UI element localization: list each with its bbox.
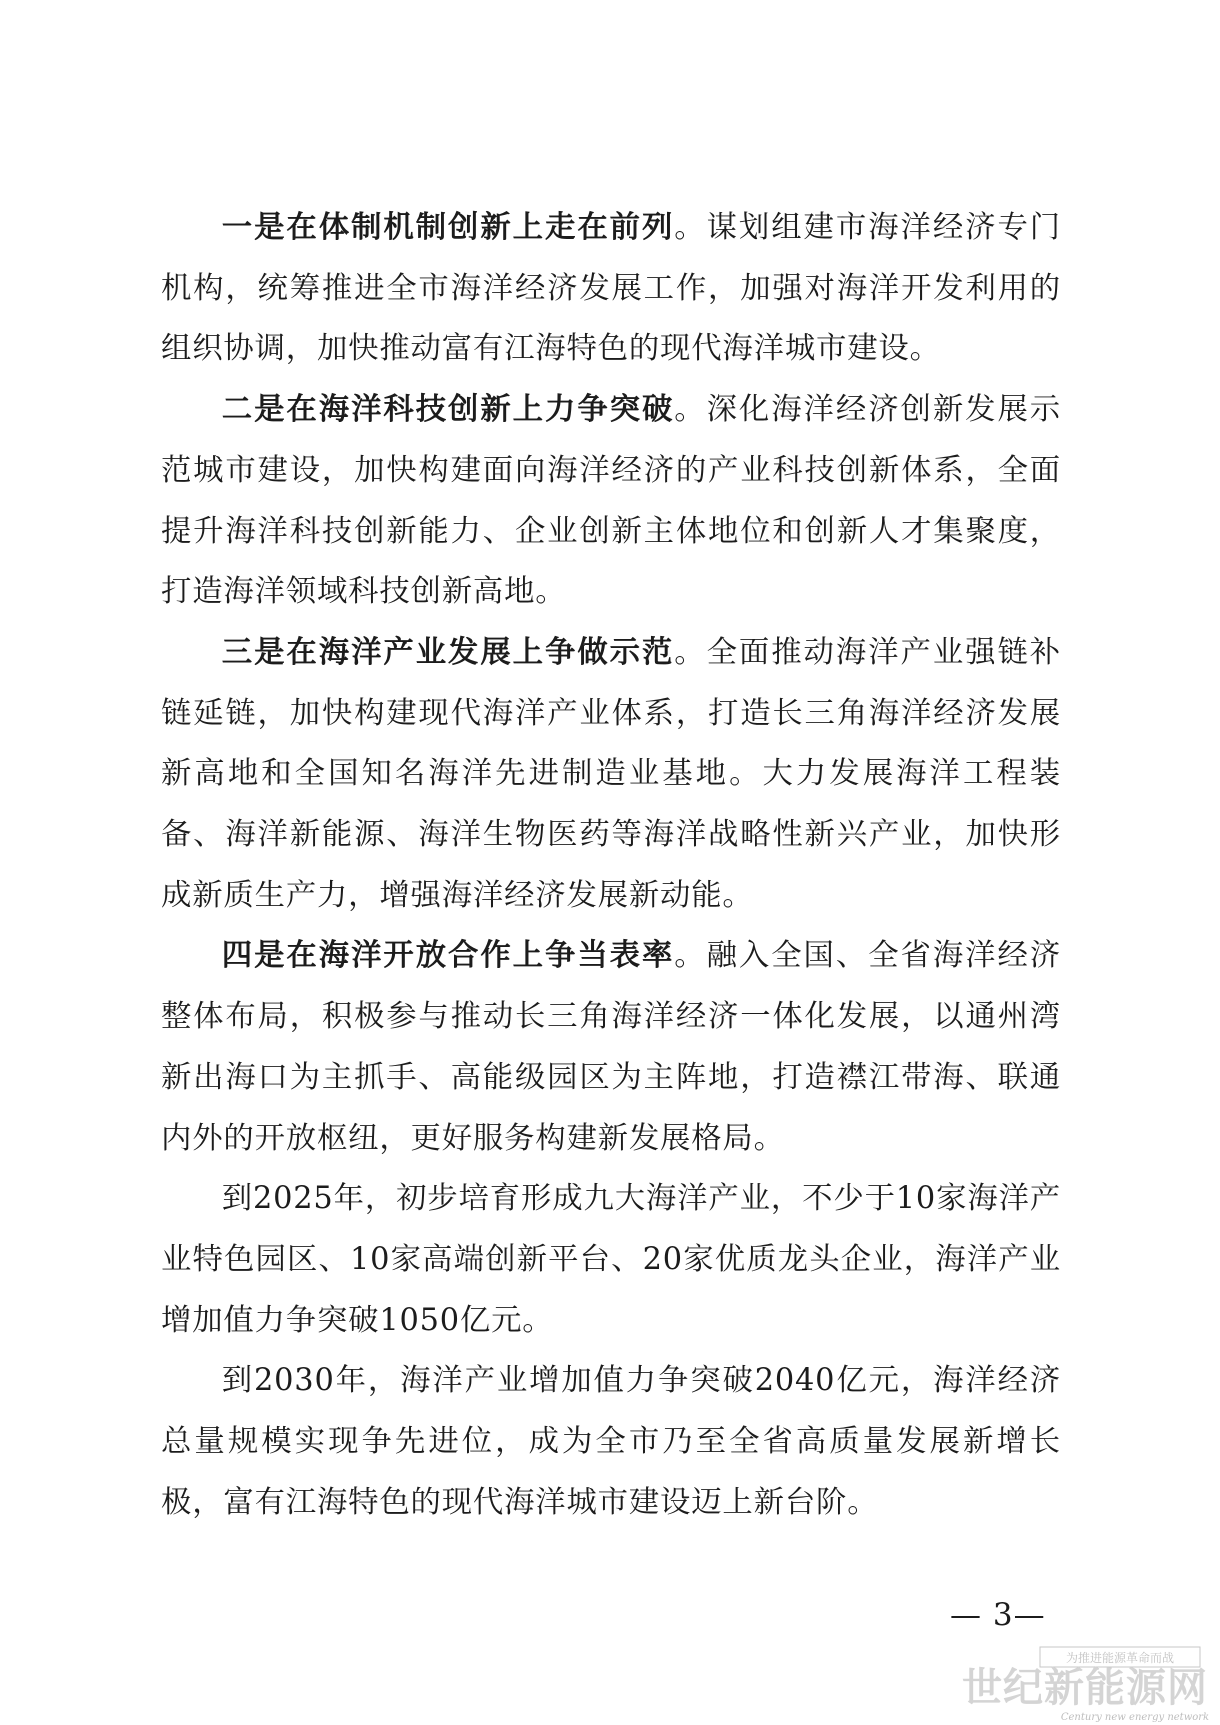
paragraph-4: [161, 926, 1061, 1169]
paragraph-6-text: 到2030年，海洋产业增加值力争突破2040亿元，海洋经济总量规模实现争先进位，成为全市乃至全省高质量发展新增长极，富有江海特色的现代海洋城市建设迈上新台阶。: [161, 1363, 1061, 1520]
page-number: — 3—: [950, 1597, 1046, 1633]
paragraph-3: [161, 623, 1061, 927]
paragraph-2: [161, 380, 1061, 623]
body-text: [161, 198, 1061, 1533]
paragraph-1: [161, 198, 1061, 380]
paragraph-2-lead: 二是在海洋科技创新上力争突破: [221, 392, 675, 428]
paragraph-2-text: 。深化海洋经济创新发展示范城市建设，加快构建面向海洋经济的产业科技创新体系，全面提升海洋科技创新能力、企业创新主体地位和创新人才集聚度，打造海洋领域科技创新高地。: [161, 392, 1061, 610]
paragraph-3-lead: 三是在海洋产业发展上争做示范: [221, 634, 675, 670]
watermark-english: Century new energy network: [1060, 1712, 1210, 1723]
paragraph-5-text: 到2025年，初步培育形成九大海洋产业，不少于10家海洋产业特色园区、10家高端创新平台、20家优质龙头企业，海洋产业增加值力争突破1050亿元。: [161, 1181, 1061, 1338]
paragraph-4-text: 。融入全国、全省海洋经济整体布局，积极参与推动长三角海洋经济一体化发展，以通州湾新出海口为主抓手、高能级园区为主阵地，打造襟江带海、联通内外的开放枢纽，更好服务构建新发展格局。: [161, 938, 1061, 1156]
paragraph-3-text: 。全面推动海洋产业强链补链延链，加快构建现代海洋产业体系，打造长三角海洋经济发展新高地和全国知名海洋先进制造业基地。大力发展海洋工程装备、海洋新能源、海洋生物医药等海洋战略性新兴产业，加快形成新质生产力，增强海洋经济发展新动能。: [161, 634, 1061, 913]
paragraph-4-lead: 四是在海洋开放合作上争当表率: [221, 938, 675, 974]
watermark-brand: 世纪新能源网: [962, 1665, 1208, 1711]
watermark-tagline: 为推进能源革命而战: [1065, 1651, 1175, 1665]
paragraph-5: [161, 1169, 1061, 1351]
watermark-logo: [960, 1645, 1210, 1725]
watermark-tagline-frame: [1040, 1647, 1200, 1667]
paragraph-1-text: 。谋划组建市海洋经济专门机构，统筹推进全市海洋经济发展工作，加强对海洋开发利用的组织协调，加快推动富有江海特色的现代海洋城市建设。: [161, 210, 1061, 367]
paragraph-1-lead: 一是在体制机制创新上走在前列: [221, 210, 675, 245]
paragraph-6: [161, 1351, 1061, 1533]
